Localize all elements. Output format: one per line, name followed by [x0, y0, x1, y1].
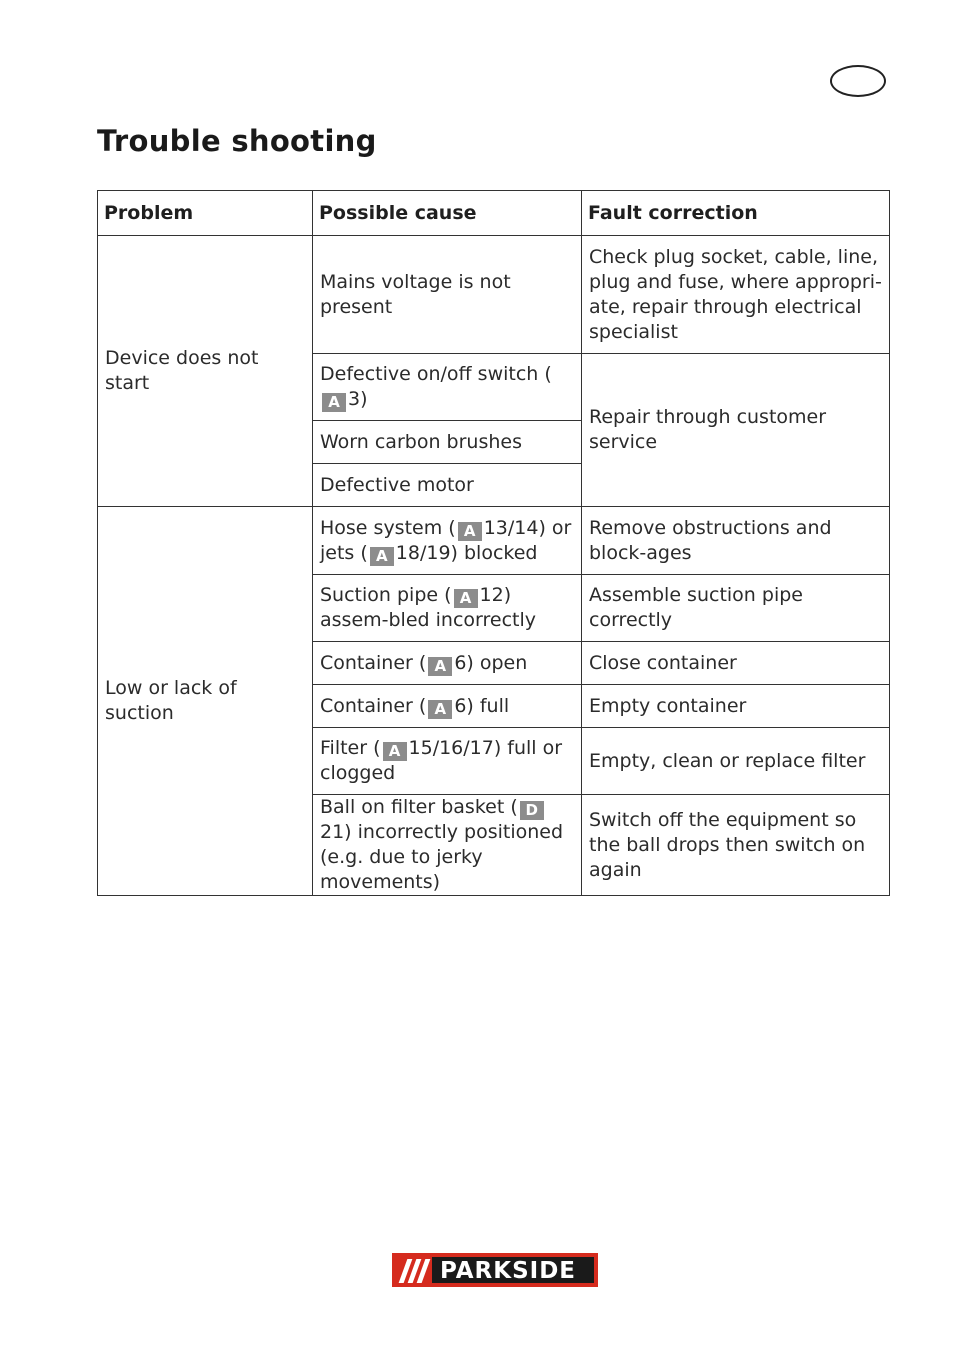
- column-header-correction: Fault correction: [582, 191, 890, 236]
- column-header-problem: Problem: [98, 191, 313, 236]
- correction-cell: Assemble suction pipe correctly: [582, 575, 890, 642]
- figure-ref-badge: A: [454, 589, 478, 608]
- cause-cell: Ball on filter basket ( D21) incorrectly positioned (e.g. due to jerky movements): [313, 795, 582, 896]
- table-row: [98, 507, 890, 575]
- cause-cell: Container ( A 6) full: [313, 685, 582, 728]
- figure-ref-badge: A: [428, 700, 452, 719]
- figure-ref-badge: A: [428, 657, 452, 676]
- figure-ref-badge: A: [322, 393, 346, 412]
- correction-cell: Empty container: [582, 685, 890, 728]
- page-title: Trouble shooting: [97, 124, 377, 158]
- correction-cell: Repair through customer service: [582, 354, 890, 507]
- cause-cell: Defective on/off switch (A 3): [313, 354, 582, 421]
- logo-text: PARKSIDE: [440, 1258, 577, 1284]
- correction-cell: Switch off the equipment so the ball drops then switch on again: [582, 795, 890, 896]
- figure-ref-badge: A: [383, 742, 407, 761]
- figure-ref-badge: A: [458, 522, 482, 541]
- parkside-logo: [392, 1253, 598, 1287]
- cause-cell: Hose system ( A 13/14) or jets ( A 18/19) blocked: [313, 507, 582, 575]
- correction-cell: Remove obstructions and block-ages: [582, 507, 890, 575]
- problem-cell: Low or lack of suction: [98, 507, 313, 896]
- cause-cell: Suction pipe ( A 12) assem-bled incorrectly: [313, 575, 582, 642]
- problem-cell: Device does not start: [98, 236, 313, 507]
- correction-cell: Empty, clean or replace filter: [582, 728, 890, 795]
- cause-cell: Container ( A 6) open: [313, 642, 582, 685]
- cause-cell: Defective motor: [313, 464, 582, 507]
- table-header-row: [98, 191, 890, 236]
- correction-cell: Check plug socket, cable, line, plug and fuse, where appropri-ate, repair through electrical specialist: [582, 236, 890, 354]
- cause-cell: Worn carbon brushes: [313, 421, 582, 464]
- table-row: [98, 236, 890, 354]
- correction-cell: Close container: [582, 642, 890, 685]
- figure-ref-badge: A: [370, 547, 394, 566]
- cause-cell: Mains voltage is not present: [313, 236, 582, 354]
- cause-cell: Filter ( A 15/16/17) full or clogged: [313, 728, 582, 795]
- figure-ref-badge: D: [520, 801, 544, 820]
- column-header-cause: Possible cause: [313, 191, 582, 236]
- language-badge-oval: [830, 65, 886, 97]
- troubleshooting-table: [97, 190, 890, 896]
